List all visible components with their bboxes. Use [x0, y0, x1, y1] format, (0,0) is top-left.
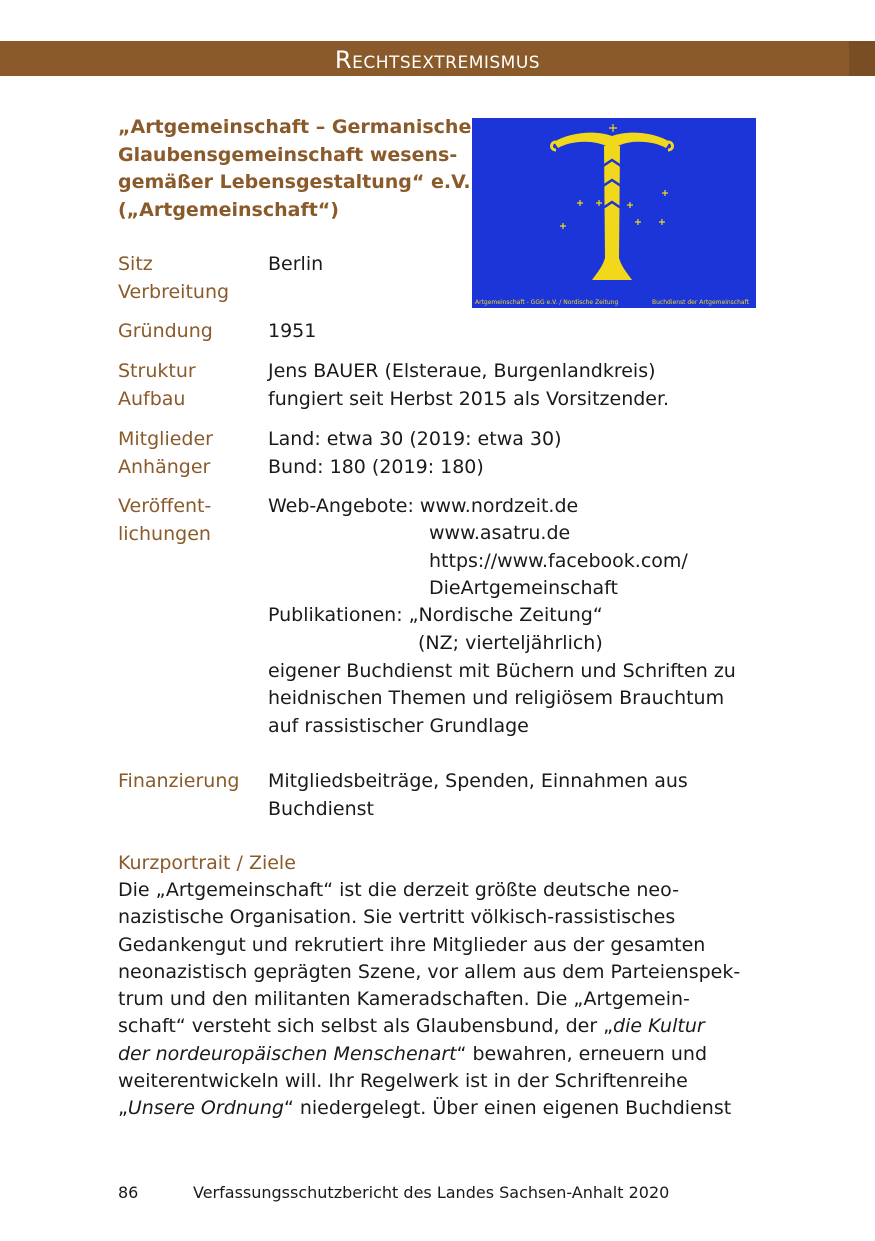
body-line: Die „Artgemeinschaft“ ist die derzeit größte deutsche neo-: [118, 879, 679, 901]
body-emphasis: der nordeuropäischen Menschenart: [118, 1042, 457, 1065]
label-struktur: Struktur: [118, 360, 196, 382]
body-line: [118, 1013, 758, 1040]
body-line: weiterentwickeln will. Ihr Regelwerk ist in der Schriftenreihe: [118, 1070, 688, 1093]
page-number: 86: [118, 1183, 139, 1202]
organization-title-line: („Artgemeinschaft“): [118, 198, 339, 221]
publication-line: DieArtgemeinschaft: [429, 577, 618, 599]
value-gruendung: 1951: [268, 320, 317, 342]
footer-text: Verfassungsschutzbericht des Landes Sachsen-Anhalt 2020: [193, 1183, 670, 1202]
irminsul-emblem-icon: [472, 118, 756, 308]
body-text-span: “ bewahren, erneuern und: [456, 1042, 708, 1065]
body-emphasis: Unsere Ordnung: [127, 1097, 284, 1120]
publication-line: Web-Angebote: www.nordzeit.de: [268, 495, 579, 517]
value-mitglieder-line: Land: etwa 30 (2019: etwa 30): [268, 428, 562, 450]
body-text-span: „: [118, 1097, 128, 1120]
publication-line: www.asatru.de: [429, 522, 571, 544]
label-veroeffentlichungen-2: lichungen: [118, 523, 211, 545]
body-line: neonazistisch geprägten Szene, vor allem aus dem Parteienspek-: [118, 960, 741, 983]
label-finanzierung: Finanzierung: [118, 770, 240, 792]
label-verbreitung: Verbreitung: [118, 281, 230, 303]
label-mitglieder: Mitglieder: [118, 428, 213, 450]
label-sitz: Sitz: [118, 253, 153, 275]
body-text-span: schaft“ versteht sich selbst als Glaubensbund, der „: [118, 1015, 614, 1038]
page-title: Rechtsextremismus: [334, 46, 541, 74]
body-line: [118, 1095, 758, 1122]
body-line: trum und den militanten Kameradschaften. Die „Artgemein-: [118, 988, 690, 1011]
body-text-span: “ niedergelegt. Über einen eigenen Buchdienst: [283, 1097, 732, 1120]
label-anhaenger: Anhänger: [118, 456, 211, 478]
flag-caption-right: Buchdienst der Artgemeinschaft: [652, 299, 749, 306]
body-emphasis: die Kultur: [613, 1015, 705, 1038]
organization-title-line: Glaubensgemeinschaft wesens-: [118, 143, 458, 166]
organization-flag-image: [472, 118, 756, 308]
organization-title-line: „Artgemeinschaft – Germanische: [118, 116, 472, 138]
organization-title-line: gemäßer Lebensgestaltung“ e.V.: [118, 171, 471, 193]
body-line: [118, 1041, 758, 1068]
body-line: nazistische Organisation. Sie vertritt völkisch-rassistisches: [118, 906, 676, 929]
value-finanzierung-line: Buchdienst: [268, 798, 374, 820]
kurzportrait-body: [118, 877, 758, 1123]
publication-line: Publikationen: „Nordische Zeitung“: [268, 604, 603, 626]
value-finanzierung-line: Mitgliedsbeiträge, Spenden, Einnahmen aus: [268, 770, 688, 792]
flag-caption-left: Artgemeinschaft - GGG e.V. / Nordische Zeitung: [475, 299, 619, 306]
value-struktur-line: Jens BAUER (Elsteraue, Burgenlandkreis): [268, 360, 656, 382]
label-aufbau: Aufbau: [118, 388, 186, 410]
label-gruendung: Gründung: [118, 320, 213, 342]
section-heading-kurzportrait: Kurzportrait / Ziele: [118, 852, 296, 874]
publication-line: https://www.facebook.com/: [429, 550, 688, 572]
publication-line: auf rassistischer Grundlage: [268, 715, 529, 737]
value-sitz: Berlin: [268, 253, 324, 275]
publication-line: eigener Buchdienst mit Büchern und Schriften zu: [268, 660, 736, 682]
value-struktur-line: fungiert seit Herbst 2015 als Vorsitzender.: [268, 388, 670, 410]
value-mitglieder-line: Bund: 180 (2019: 180): [268, 456, 484, 478]
label-veroeffentlichungen: Veröffent-: [118, 495, 212, 517]
publication-line: (NZ; vierteljährlich): [418, 632, 603, 654]
publication-line: heidnischen Themen und religiösem Brauchtum: [268, 687, 725, 709]
organization-title: [118, 114, 472, 224]
body-line: Gedankengut und rekrutiert ihre Mitglieder aus der gesamten: [118, 933, 706, 956]
